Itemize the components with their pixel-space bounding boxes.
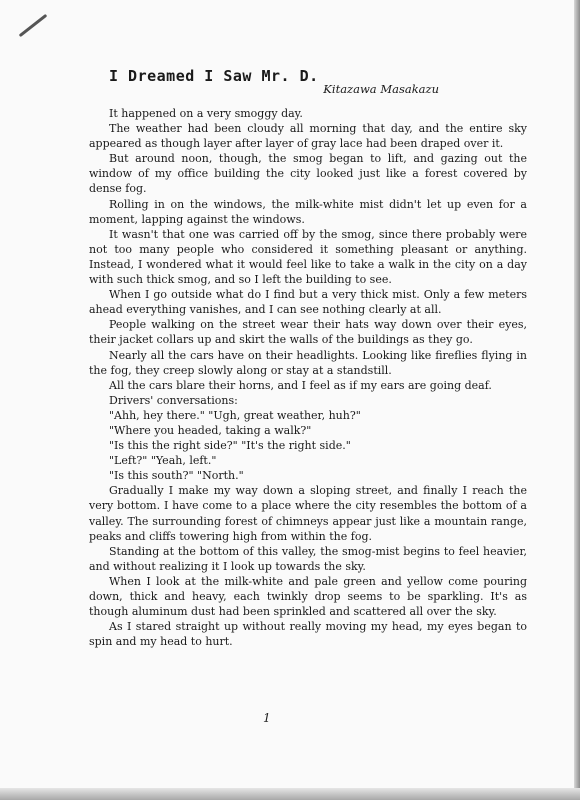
paragraph: Standing at the bottom of this valley, the smog-mist begins to feel heavier, and without realizing it I look up towards the sky.	[89, 544, 527, 573]
page-edge-right	[574, 0, 580, 800]
paragraph: It happened on a very smoggy day.	[109, 107, 303, 120]
paragraph: The weather had been cloudy all morning that day, and the entire sky appeared as though layer after layer of gray lace had been draped over it.	[89, 122, 527, 151]
paragraph: "Is this south?" "North."	[109, 469, 244, 483]
paragraph: "Is this the right side?" "It's the right side."	[109, 439, 351, 453]
paragraph: "Left?" "Yeah, left."	[109, 454, 217, 468]
paragraph: People walking on the street wear their hats way down over their eyes, their jacket collars up and skirt the walls of the buildings as they go.	[89, 318, 527, 347]
paragraph: "Where you headed, taking a walk?"	[109, 423, 312, 437]
paragraph: But around noon, though, the smog began to lift, and gazing out the window of my office building the city looked just like a forest covered by dense fog.	[89, 152, 527, 196]
document-author: Kitazawa Masakazu	[323, 82, 439, 96]
paragraph: All the cars blare their horns, and I feel as if my ears are going deaf.	[109, 378, 492, 392]
page-edge-bottom	[0, 788, 580, 800]
document-body	[89, 66, 527, 649]
paragraph: Nearly all the cars have on their headlights. Looking like fireflies flying in the fog, they creep slowly along or stay at a standstill.	[89, 348, 527, 377]
paragraph-list	[89, 106, 527, 649]
document-title: I Dreamed I Saw Mr. D.	[109, 67, 319, 85]
paragraph: As I stared straight up without really moving my head, my eyes began to spin and my head to hurt.	[89, 620, 527, 649]
paragraph: When I look at the milk-white and pale green and yellow come pouring down, thick and heavy, each twinkly drop seems to be sparkling. It's as though aluminum dust had been sprinkled and scattered all over the sky.	[89, 574, 527, 619]
paragraph: "Ahh, hey there." "Ugh, great weather, huh?"	[109, 408, 361, 422]
paragraph: It wasn't that one was carried off by the smog, since there probably were not too many people who considered it something pleasant or anything. Instead, I wondered what it would feel like to take a walk in the city on a day with such thick smog, and so I left the building to see.	[89, 227, 527, 287]
paragraph: Drivers' conversations:	[109, 393, 238, 407]
paragraph: Rolling in on the windows, the milk-white mist didn't let up even for a moment, lapping against the windows.	[89, 197, 527, 226]
paragraph: When I go outside what do I find but a very thick mist. Only a few meters ahead everything vanishes, and I can see nothing clearly at all.	[89, 288, 527, 317]
paragraph: Gradually I make my way down a sloping street, and finally I reach the very bottom. I have come to a place where the city resembles the bottom of a valley. The surrounding forest of chimneys appear just like a mountain range, peaks and cliffs towering high from within the fog.	[89, 484, 527, 543]
page-number: 1	[263, 711, 271, 725]
